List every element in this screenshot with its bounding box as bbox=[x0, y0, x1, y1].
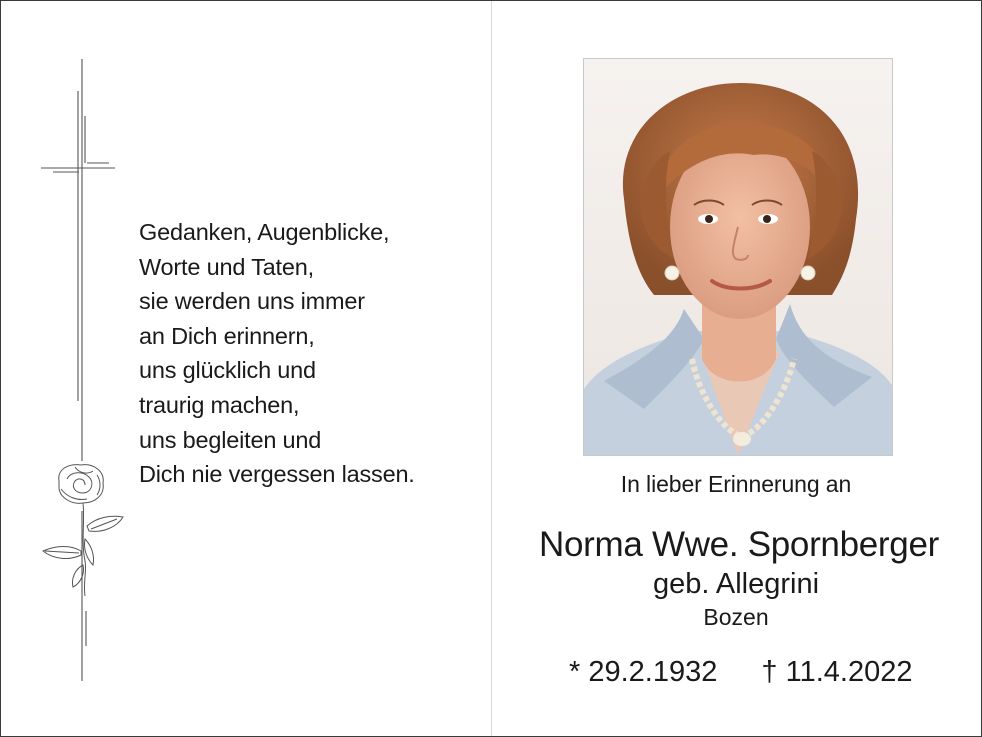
poem-line: Gedanken, Augenblicke, bbox=[139, 219, 390, 245]
death-date: † 11.4.2022 bbox=[761, 656, 913, 688]
portrait-photo bbox=[583, 58, 893, 456]
poem-line: uns glücklich und bbox=[139, 357, 316, 384]
memorial-poem bbox=[139, 215, 479, 492]
poem-line: traurig machen, bbox=[139, 391, 300, 418]
life-dates bbox=[569, 656, 912, 689]
birth-date: * 29.2.1932 bbox=[569, 656, 718, 688]
cross-icon bbox=[31, 51, 141, 691]
rose-icon bbox=[43, 465, 123, 596]
poem-line: an Dich erinnern, bbox=[139, 322, 315, 349]
memorial-intro: In lieber Erinnerung an bbox=[620, 471, 852, 497]
poem-line: sie werden uns immer bbox=[139, 288, 365, 315]
deceased-name: Norma Wwe. Spornberger bbox=[539, 525, 939, 564]
poem-line: Worte und Taten, bbox=[139, 253, 314, 280]
hometown: Bozen bbox=[703, 604, 769, 630]
poem-line: uns begleiten und bbox=[139, 426, 322, 453]
poem-line: Dich nie vergessen lassen. bbox=[139, 461, 415, 488]
maiden-name: geb. Allegrini bbox=[652, 568, 820, 600]
